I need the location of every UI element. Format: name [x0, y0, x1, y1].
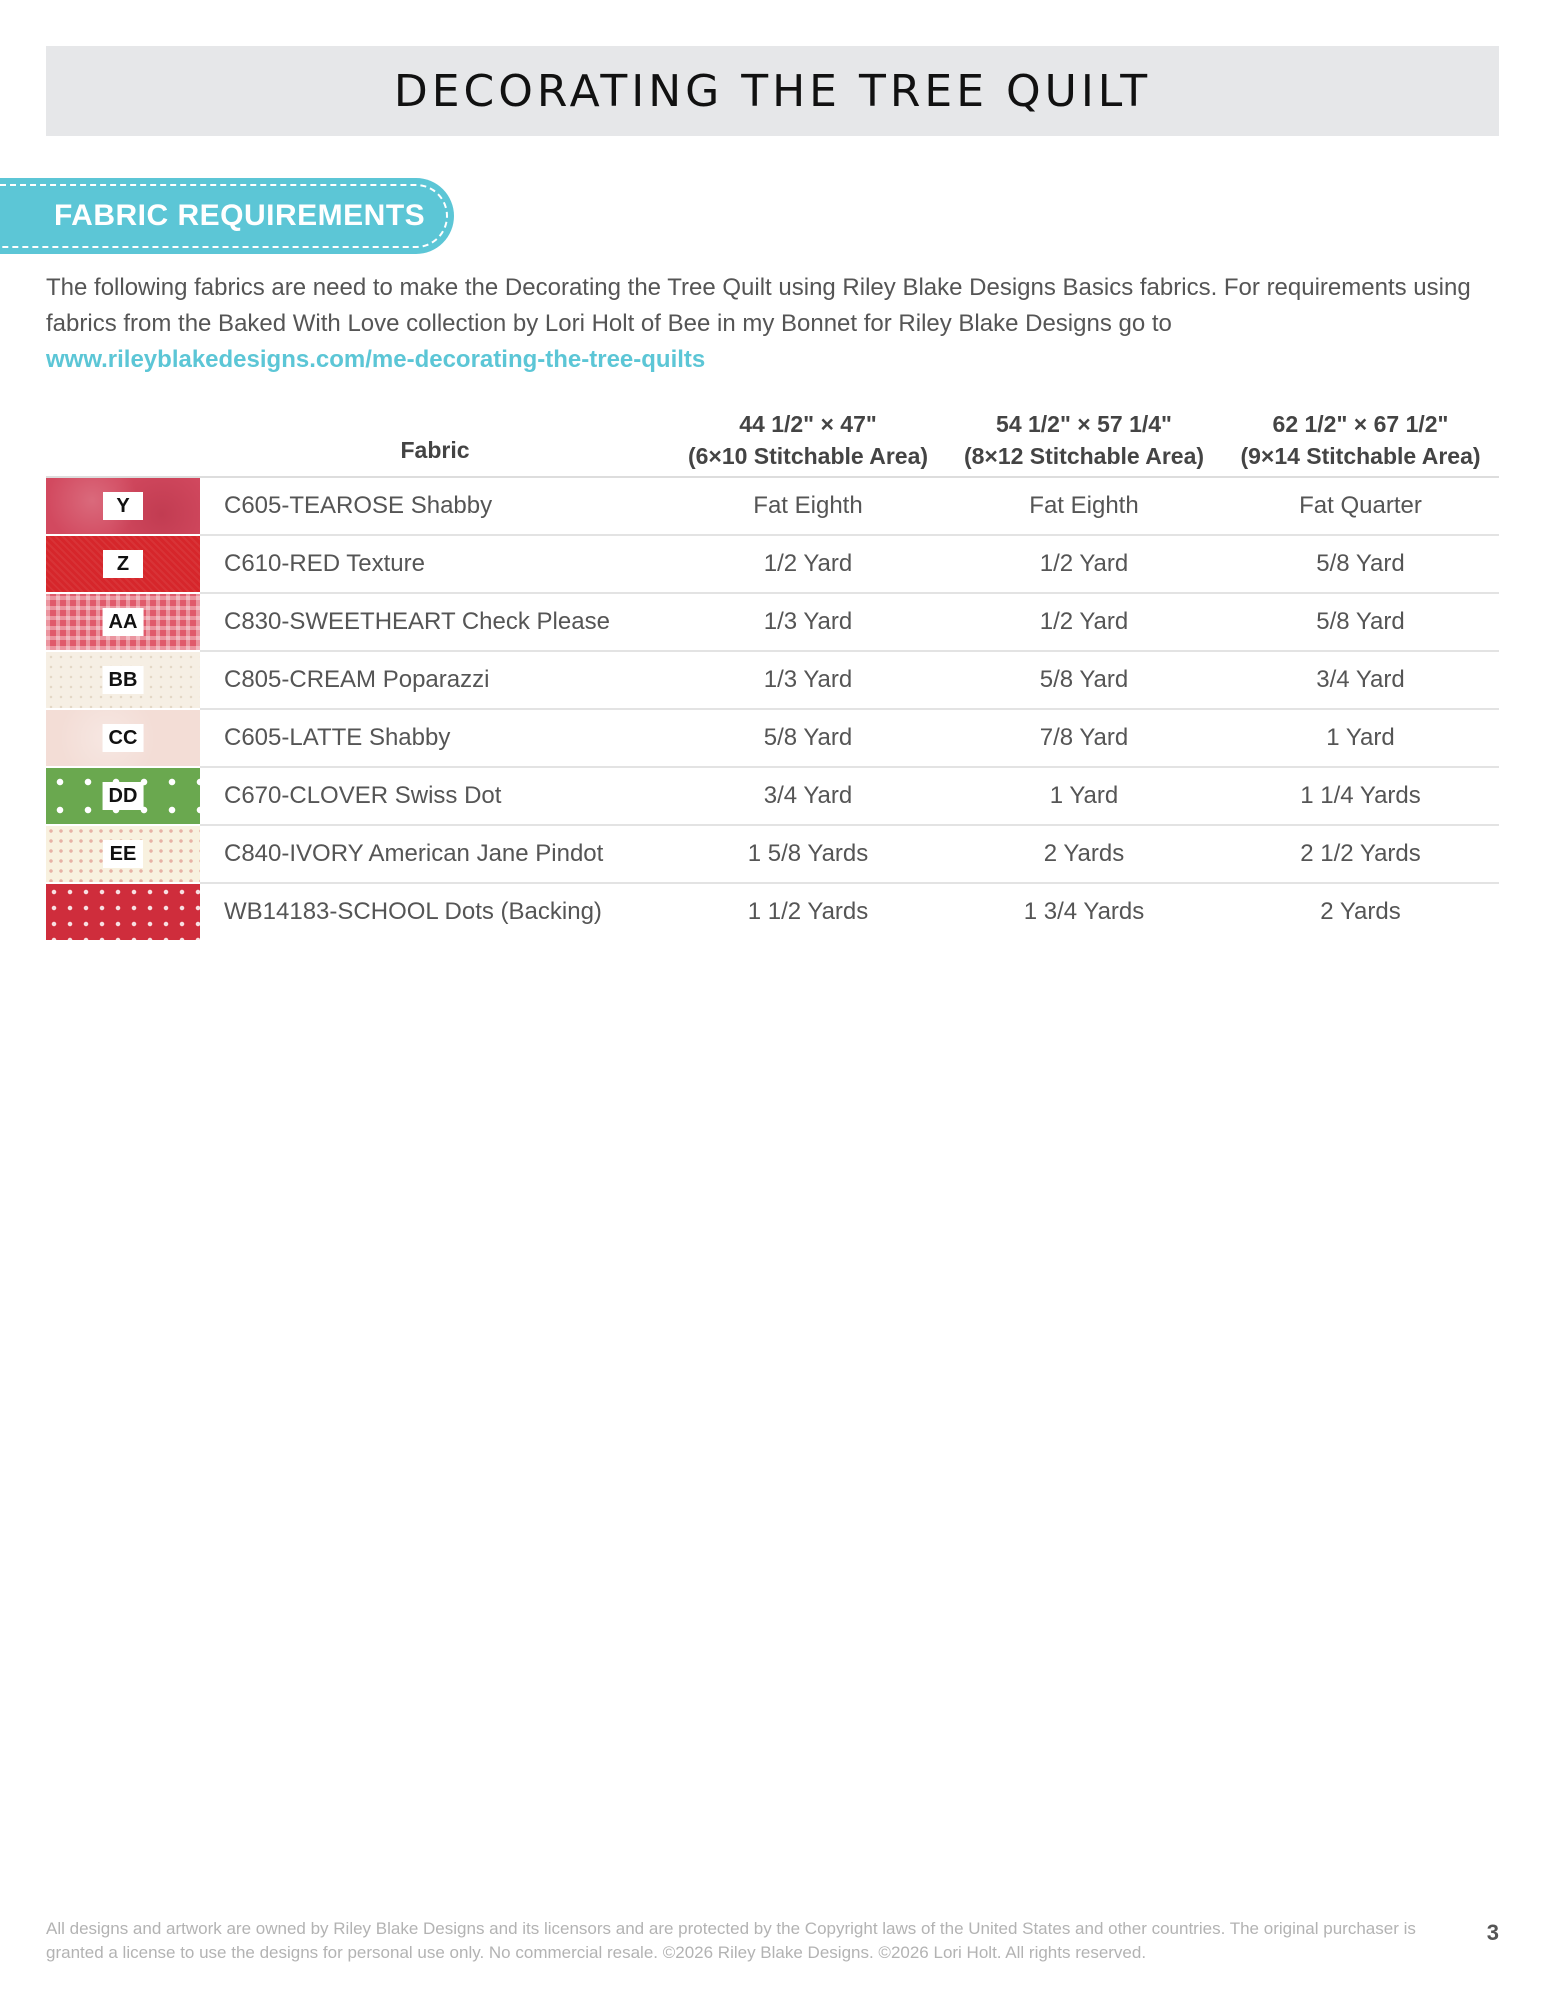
quantity-size-1: Fat Eighth [670, 477, 946, 535]
size-header-1-dims: 44 1/2" × 47" [739, 411, 877, 437]
fabric-header: Fabric [200, 408, 670, 477]
quantity-size-2: 5/8 Yard [946, 651, 1222, 709]
table-row [46, 593, 1499, 651]
quantity-size-1: 1 5/8 Yards [670, 825, 946, 883]
quantity-size-1: 1/3 Yard [670, 593, 946, 651]
fabric-name: C670-CLOVER Swiss Dot [200, 767, 670, 825]
intro-text: The following fabrics are need to make the Decorating the Tree Quilt using Riley Blake Designs Basics fabrics. For requirements using fabrics from the Baked With Love collection by Lori Holt of Bee in my Bonnet for Riley Blake Designs go to [46, 274, 1471, 337]
fabric-swatch [46, 709, 200, 767]
section-tab [0, 178, 454, 254]
fabric-name: C605-TEAROSE Shabby [200, 477, 670, 535]
fabric-swatch [46, 825, 200, 883]
quantity-size-1: 1 1/2 Yards [747, 898, 869, 925]
fabric-swatch [46, 767, 200, 825]
quantity-size-2: 1 Yard [946, 767, 1222, 825]
size-header-2 [946, 408, 1222, 477]
table-row [46, 535, 1499, 593]
quantity-size-3: 5/8 Yard [1222, 535, 1499, 593]
fabric-requirements-table [46, 408, 1499, 940]
quantity-size-2: 1/2 Yard [946, 535, 1222, 593]
fabric-name: C605-LATTE Shabby [200, 709, 670, 767]
quantity-size-3: 5/8 Yard [1222, 593, 1499, 651]
fabric-name: WB14183-SCHOOL Dots (Backing) [224, 898, 602, 925]
table-header-row [46, 408, 1499, 477]
table-row [46, 709, 1499, 767]
fabric-name: C805-CREAM Poparazzi [200, 651, 670, 709]
fabric-swatch [46, 883, 200, 940]
fabric-code-label: EE [103, 840, 143, 868]
swatch-fill [46, 884, 200, 940]
quantity-size-1: 1/2 Yard [670, 535, 946, 593]
fabric-code-label: Z [103, 550, 143, 578]
swatch-header [46, 408, 200, 477]
size-header-2-dims: 54 1/2" × 57 1/4" [996, 411, 1172, 437]
quantity-size-2: 1 3/4 Yards [1023, 898, 1145, 925]
table-row [46, 825, 1499, 883]
table-row [46, 767, 1499, 825]
copyright-footer: All designs and artwork are owned by Riley Blake Designs and its licensors and are protected by the Copyright laws of the United States and other countries. The original purchaser is granted a license to use the designs for personal use only. No commercial resale. ©2026 Riley Blake Designs. ©2026 Lori Holt. All rights reserved. [46, 1919, 1416, 1962]
page-number: 3 [1486, 1920, 1499, 1945]
intro-paragraph [46, 270, 1496, 378]
fabric-swatch [46, 535, 200, 593]
fabric-code-label: AA [103, 608, 144, 636]
fabric-swatch [46, 651, 200, 709]
fabric-name: C830-SWEETHEART Check Please [200, 593, 670, 651]
quantity-size-3: Fat Quarter [1222, 477, 1499, 535]
fabric-code-label: BB [103, 666, 144, 694]
quantity-size-3: 1 1/4 Yards [1222, 767, 1499, 825]
quantity-size-2: 1/2 Yard [946, 593, 1222, 651]
quantity-size-3: 1 Yard [1222, 709, 1499, 767]
fabric-name: C610-RED Texture [200, 535, 670, 593]
size-header-3-dims: 62 1/2" × 67 1/2" [1272, 411, 1449, 437]
fabric-code-label: DD [103, 782, 144, 810]
title-bar [46, 46, 1499, 136]
fabric-code-label: CC [103, 724, 144, 752]
quantity-size-1: 1/3 Yard [670, 651, 946, 709]
size-header-1 [670, 408, 946, 477]
size-header-3-area: (9×14 Stitchable Area) [1240, 443, 1481, 469]
quantity-size-1: 5/8 Yard [670, 709, 946, 767]
fabric-code-label: Y [103, 492, 143, 520]
quantity-size-1: 3/4 Yard [670, 767, 946, 825]
size-header-1-area: (6×10 Stitchable Area) [687, 443, 929, 469]
fabric-swatch [46, 477, 200, 535]
quantity-size-2: 7/8 Yard [946, 709, 1222, 767]
quantity-size-3: 3/4 Yard [1222, 651, 1499, 709]
quantity-size-3: 2 Yards [1320, 898, 1401, 925]
table-row [46, 883, 1499, 940]
table-row [46, 651, 1499, 709]
size-header-2-area: (8×12 Stitchable Area) [963, 443, 1205, 469]
pattern-link[interactable]: www.rileyblakedesigns.com/me-decorating-the-tree-quilts [46, 346, 706, 373]
fabric-name: C840-IVORY American Jane Pindot [200, 825, 670, 883]
size-header-3 [1222, 408, 1499, 477]
quantity-size-2: Fat Eighth [946, 477, 1222, 535]
fabric-swatch [46, 593, 200, 651]
page-title: DECORATING THE TREE QUILT [393, 65, 1152, 117]
table-row [46, 477, 1499, 535]
section-heading: FABRIC REQUIREMENTS [54, 199, 426, 232]
quantity-size-3: 2 1/2 Yards [1222, 825, 1499, 883]
quantity-size-2: 2 Yards [946, 825, 1222, 883]
